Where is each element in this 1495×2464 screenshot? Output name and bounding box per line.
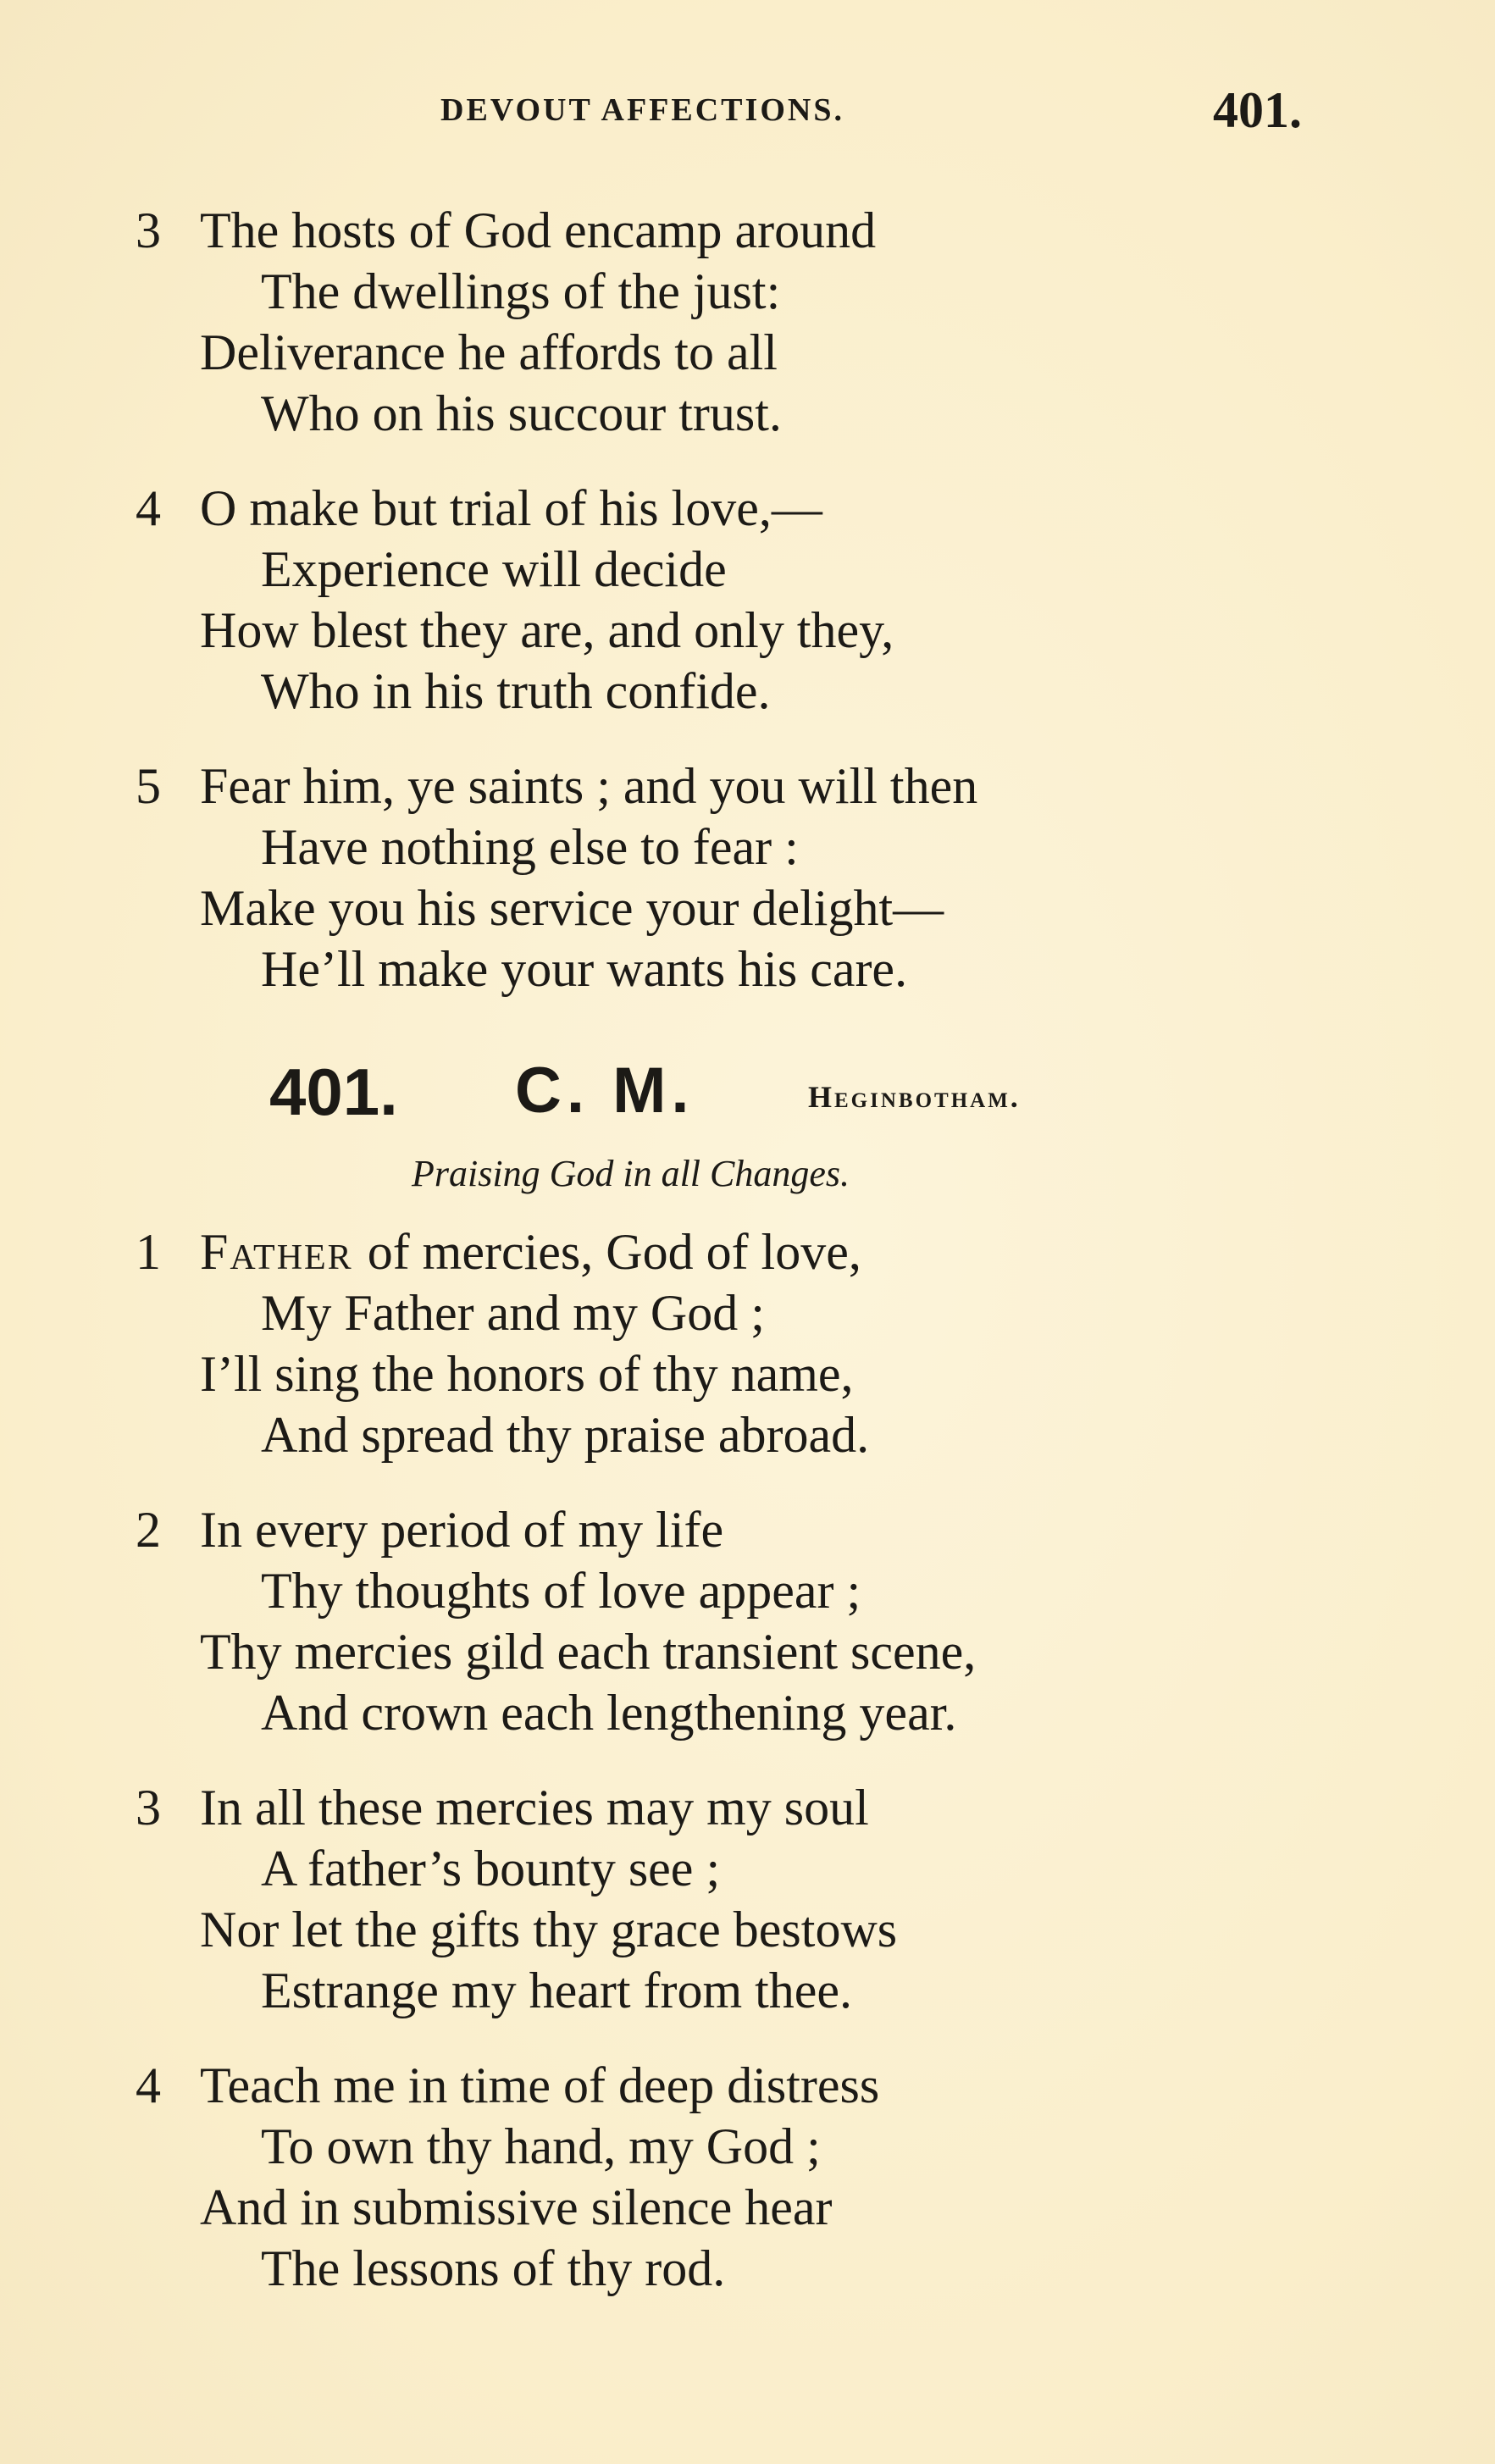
stanza-line: Experience will decide bbox=[261, 541, 727, 597]
line-text: Teach me in time of deep distress bbox=[200, 2057, 880, 2113]
stanza-line bbox=[136, 478, 1237, 539]
page-number: 401. bbox=[1213, 82, 1302, 138]
hymn-tune: Heginbotham. bbox=[808, 1080, 1021, 1114]
hymn-subtitle: Praising God in all Changes. bbox=[412, 1153, 850, 1194]
stanza-line bbox=[136, 1499, 1237, 1560]
line-text: Fear him, ye saints ; and you will then bbox=[200, 758, 978, 814]
stanza-line: And in submissive silence hear bbox=[200, 2179, 833, 2235]
hymn-stanza-3 bbox=[136, 1777, 1237, 2021]
stanza-number: 4 bbox=[136, 2057, 161, 2113]
stanza-line: Who in his truth confide. bbox=[261, 663, 771, 719]
stanza-line: Thy mercies gild each transient scene, bbox=[200, 1624, 977, 1680]
stanza-number: 5 bbox=[136, 758, 161, 814]
stanza-line: Deliverance he affords to all bbox=[200, 324, 778, 380]
stanza-line: Nor let the gifts thy grace bestows bbox=[200, 1902, 898, 1957]
stanza-line: He’ll make your wants his care. bbox=[261, 941, 908, 997]
prev-hymn-stanza-5 bbox=[136, 756, 1237, 999]
stanza-line: Thy thoughts of love appear ; bbox=[261, 1563, 861, 1619]
stanza-line: How blest they are, and only they, bbox=[200, 602, 894, 658]
line-text: The hosts of God encamp around bbox=[200, 202, 877, 258]
hymn-number: 401. bbox=[269, 1055, 398, 1129]
hymn-meter: C. M. bbox=[515, 1055, 695, 1127]
prev-hymn-stanza-3 bbox=[136, 200, 1237, 444]
line-text: In every period of my life bbox=[200, 1502, 724, 1558]
stanza-line: And crown each lengthening year. bbox=[261, 1685, 957, 1741]
hymn-stanza-4 bbox=[136, 2055, 1237, 2299]
stanza-number: 2 bbox=[136, 1502, 161, 1558]
line-text: O make but trial of his love,— bbox=[200, 480, 822, 536]
stanza-line: My Father and my God ; bbox=[261, 1285, 765, 1341]
stanza-line: The dwellings of the just: bbox=[261, 263, 781, 319]
stanza-line: The lessons of thy rod. bbox=[261, 2240, 726, 2296]
stanza-line bbox=[136, 200, 1237, 261]
stanza-line: Estrange my heart from thee. bbox=[261, 1963, 853, 2018]
stanza-number: 1 bbox=[136, 1224, 161, 1280]
hymn-stanza-2 bbox=[136, 1499, 1237, 1743]
stanza-number: 4 bbox=[136, 480, 161, 536]
hymn-header bbox=[269, 1054, 1201, 1130]
running-head: DEVOUT AFFECTIONS. bbox=[440, 92, 844, 128]
stanza-line: Who on his succour trust. bbox=[261, 385, 782, 441]
stanza-number: 3 bbox=[136, 202, 161, 258]
line-text: In all these mercies may my soul bbox=[200, 1780, 869, 1836]
prev-hymn-stanza-4 bbox=[136, 478, 1237, 722]
hymn-stanza-1 bbox=[136, 1221, 1237, 1465]
stanza-line: To own thy hand, my God ; bbox=[261, 2118, 821, 2174]
hymn-first-word: Father bbox=[200, 1224, 368, 1280]
stanza-line bbox=[136, 1777, 1237, 1838]
stanza-line: I’ll sing the honors of thy name, bbox=[200, 1346, 854, 1402]
stanza-line bbox=[136, 1221, 1237, 1282]
stanza-line bbox=[136, 756, 1237, 817]
stanza-line: And spread thy praise abroad. bbox=[261, 1407, 870, 1463]
stanza-line bbox=[136, 2055, 1237, 2116]
line-text: of mercies, God of love, bbox=[367, 1224, 861, 1280]
stanza-number: 3 bbox=[136, 1780, 161, 1836]
stanza-line: Have nothing else to fear : bbox=[261, 819, 799, 875]
stanza-line: Make you his service your delight— bbox=[200, 880, 944, 936]
stanza-line: A father’s bounty see ; bbox=[261, 1841, 721, 1896]
